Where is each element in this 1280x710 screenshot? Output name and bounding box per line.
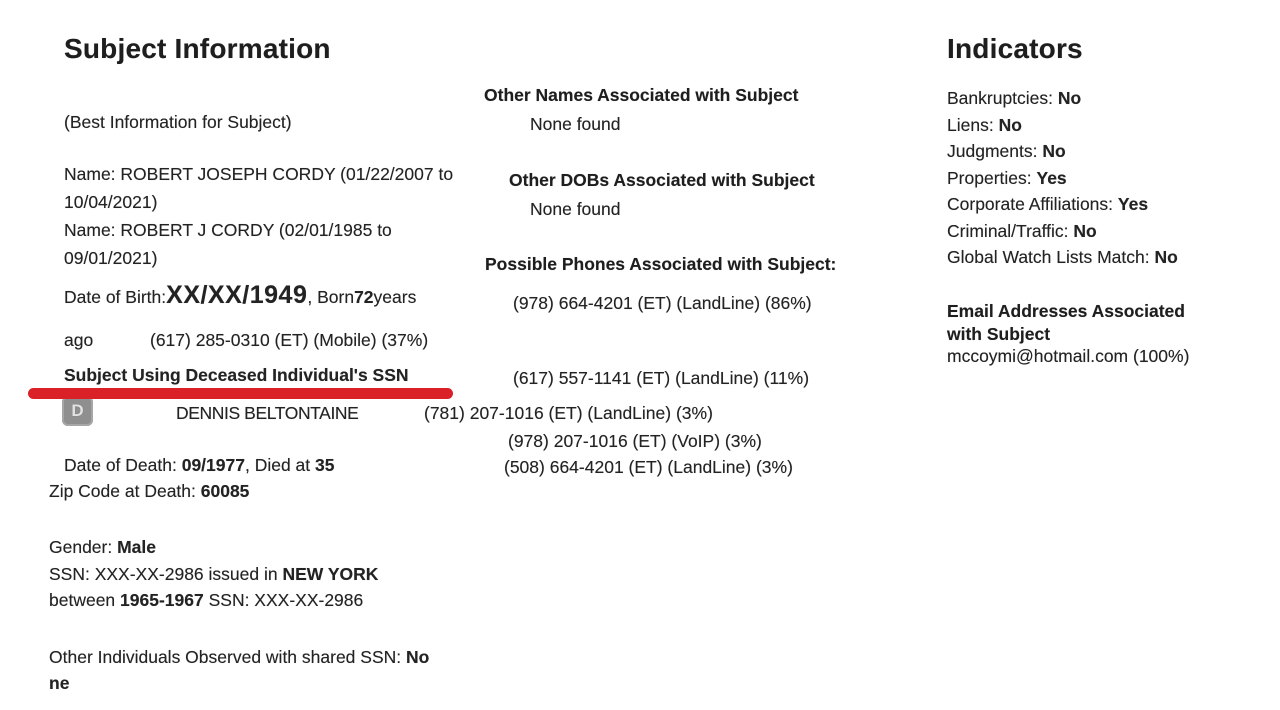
gender-label: Gender:	[49, 537, 118, 557]
ssn-between-years: 1965-1967	[120, 590, 204, 610]
zip-label: Zip Code at Death:	[49, 481, 201, 501]
gender-row	[49, 537, 156, 558]
gender-value: Male	[117, 537, 157, 557]
indicator-value: No	[1154, 247, 1178, 267]
shared-ssn-value-wrap: ne	[49, 673, 70, 693]
indicator-row	[947, 112, 1178, 139]
email-addresses-heading	[947, 300, 1185, 345]
indicator-label: Properties:	[947, 167, 1037, 188]
death-died-label: , Died at	[244, 455, 316, 475]
death-date: 09/1977	[181, 455, 245, 475]
dob-years-label: years	[373, 287, 417, 307]
deceased-ssn-alert: Subject Using Deceased Individual's SSN	[64, 365, 409, 385]
other-names-value: None found	[530, 114, 621, 134]
best-information-label: (Best Information for Subject)	[64, 112, 292, 132]
phone-item: (617) 285-0310 (ET) (Mobile) (37%)	[150, 330, 429, 350]
shared-ssn-value: No	[405, 647, 430, 667]
dob-label: Date of Birth:	[64, 287, 167, 307]
indicator-row	[947, 218, 1178, 245]
ssn-issued-state: NEW YORK	[282, 564, 379, 584]
death-age: 35	[315, 455, 335, 475]
dob-value: XX/XX/1949	[166, 281, 308, 309]
indicator-value: No	[1057, 88, 1082, 108]
zip-at-death-row	[49, 481, 249, 502]
ssn-label: SSN: XXX-XX-2986 issued in	[49, 564, 283, 584]
subject-names-block	[64, 160, 453, 272]
indicator-row	[947, 244, 1178, 271]
indicator-label: Liens:	[947, 114, 999, 135]
phone-item: (617) 557-1141 (ET) (LandLine) (11%)	[513, 368, 810, 388]
indicator-label: Global Watch Lists Match:	[947, 247, 1155, 267]
indicator-label: Bankruptcies:	[947, 88, 1058, 108]
dob-born-years: 72	[354, 287, 374, 307]
phone-item: (508) 664-4201 (ET) (LandLine) (3%)	[504, 457, 793, 477]
other-dobs-value: None found	[530, 199, 621, 219]
subject-information-title: Subject Information	[64, 33, 331, 64]
indicator-label: Judgments:	[947, 141, 1043, 161]
ssn-repeat: SSN: XXX-XX-2986	[203, 590, 364, 610]
shared-ssn-row	[49, 647, 429, 668]
subject-name-line: Name: ROBERT J CORDY (02/01/1985 to	[64, 220, 392, 240]
indicator-value: No	[1042, 141, 1066, 161]
indicator-row	[947, 191, 1178, 218]
indicator-value: No	[1073, 220, 1097, 241]
dob-ago-label: ago	[64, 330, 94, 350]
indicator-value: Yes	[1117, 194, 1149, 214]
subject-name-line: Name: ROBERT JOSEPH CORDY (01/22/2007 to	[64, 164, 454, 184]
indicator-value: No	[998, 114, 1022, 135]
subject-name-line: 09/01/2021)	[64, 248, 158, 268]
indicator-row	[947, 138, 1178, 165]
indicators-list	[947, 85, 1178, 271]
ssn-issued-row	[49, 564, 378, 585]
shared-ssn-label: Other Individuals Observed with shared SSN:	[49, 647, 406, 667]
phone-item: (978) 207-1016 (ET) (VoIP) (3%)	[508, 431, 762, 451]
indicator-label: Corporate Affiliations:	[947, 194, 1118, 214]
deceased-individual-name: DENNIS BELTONTAINE	[176, 403, 359, 423]
email-heading-line: Email Addresses Associated	[947, 301, 1185, 321]
date-of-birth-row	[64, 281, 416, 310]
other-names-heading: Other Names Associated with Subject	[484, 85, 799, 105]
phone-item: (781) 207-1016 (ET) (LandLine) (3%)	[424, 403, 713, 423]
indicators-title: Indicators	[947, 33, 1083, 64]
subject-name-line: 10/04/2021)	[64, 192, 158, 212]
death-label: Date of Death:	[64, 455, 182, 475]
email-heading-line: with Subject	[947, 323, 1051, 344]
possible-phones-heading: Possible Phones Associated with Subject:	[485, 254, 837, 274]
phone-item: (978) 664-4201 (ET) (LandLine) (86%)	[513, 293, 812, 313]
ssn-between-row	[49, 590, 363, 611]
dob-born-label: , Born	[307, 287, 355, 307]
other-dobs-heading: Other DOBs Associated with Subject	[509, 170, 815, 190]
indicator-row	[947, 85, 1178, 112]
indicator-row	[947, 165, 1178, 192]
red-underline-bar	[28, 388, 453, 399]
zip-value: 60085	[200, 481, 250, 501]
ssn-between-label: between	[49, 590, 121, 610]
indicator-label: Criminal/Traffic:	[947, 220, 1074, 241]
date-of-death-row	[64, 455, 335, 476]
deceased-flag-icon: D	[62, 396, 93, 426]
indicator-value: Yes	[1036, 167, 1067, 188]
email-address-value: mccoymi@hotmail.com (100%)	[947, 346, 1190, 366]
